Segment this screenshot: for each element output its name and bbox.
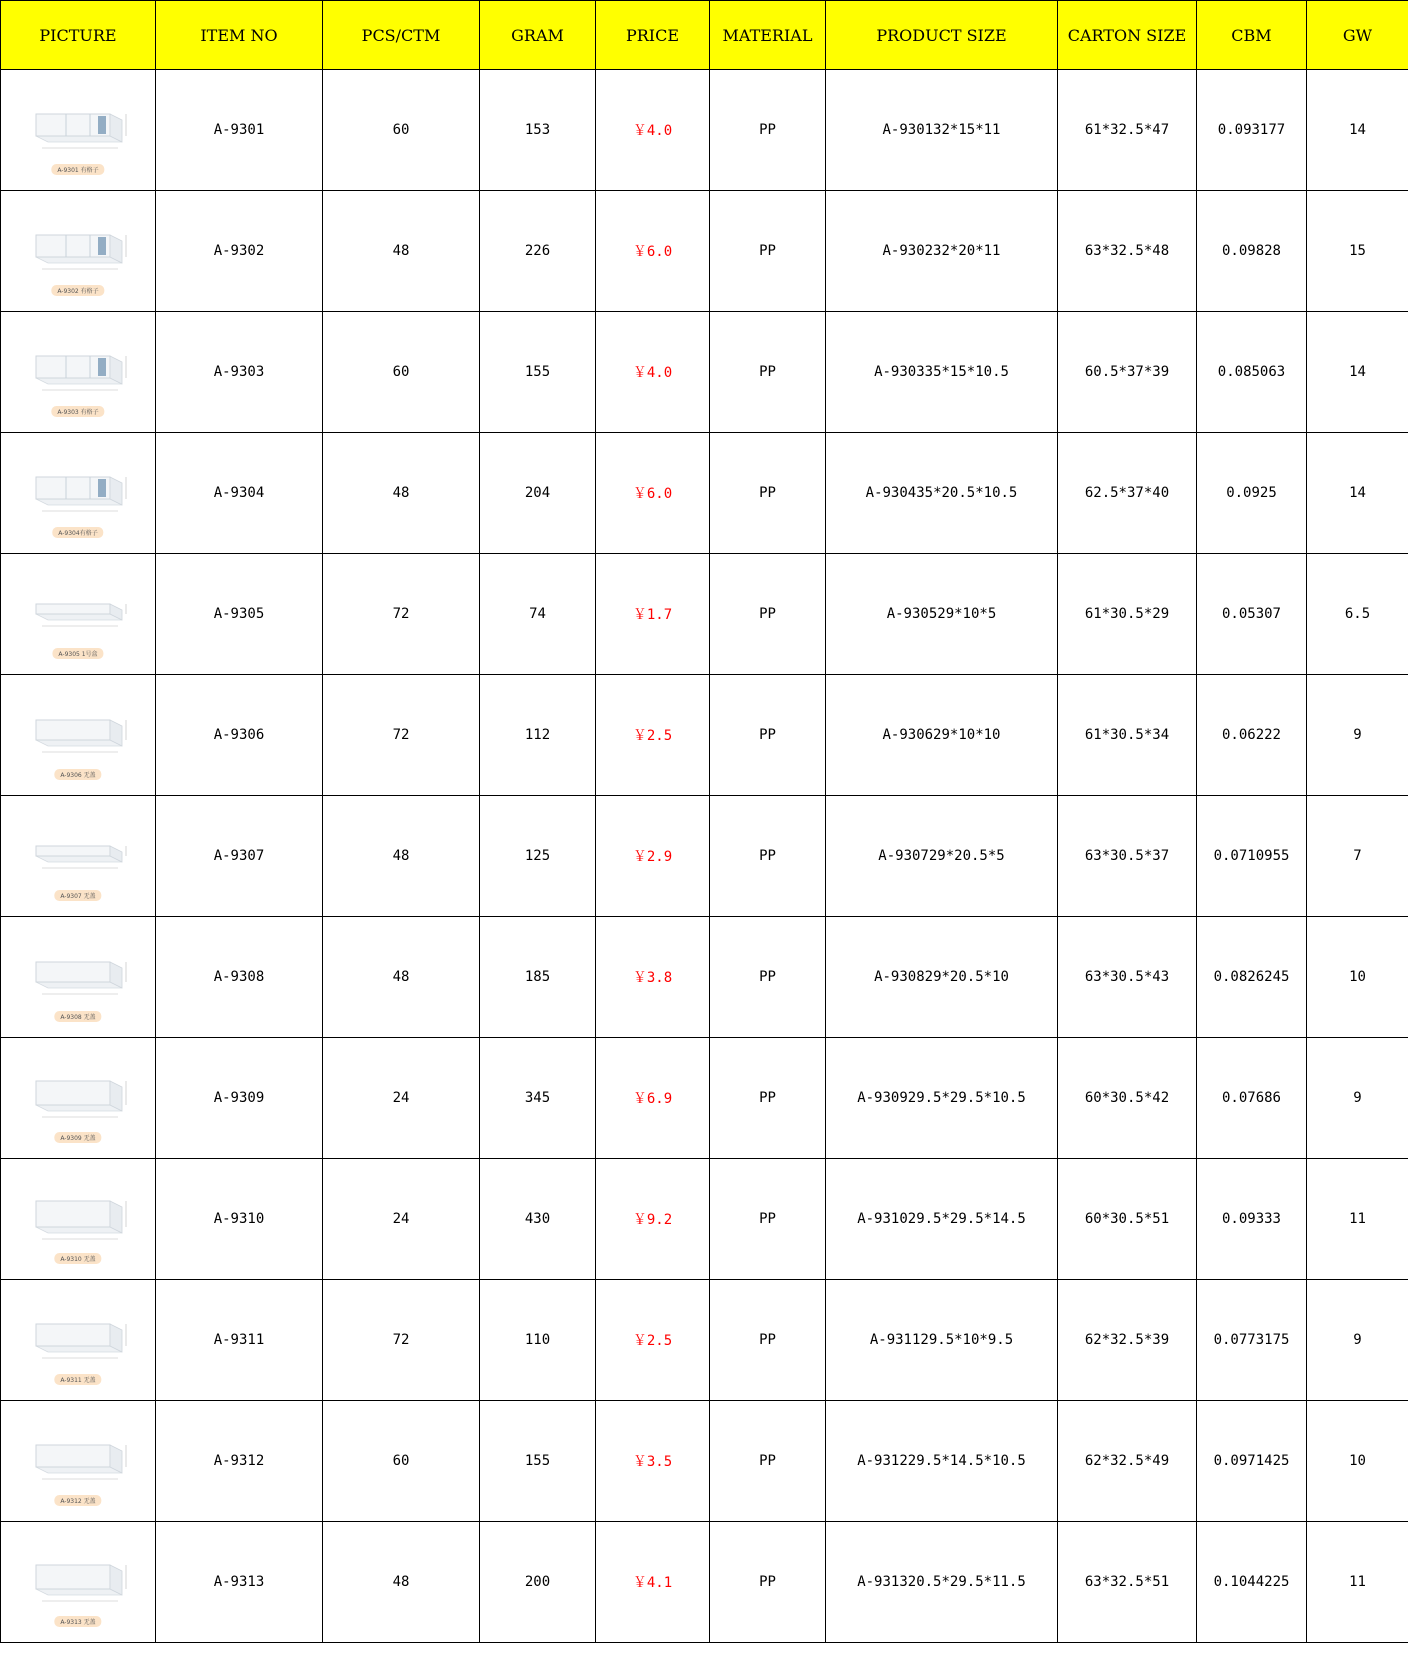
material-cell: PP <box>710 1401 826 1522</box>
price-cell: ￥9.2 <box>596 1159 710 1280</box>
image-tag-label: A-9309 无盖 <box>54 1132 101 1143</box>
material-cell: PP <box>710 1280 826 1401</box>
cbm-cell: 0.05307 <box>1197 554 1307 675</box>
table-row <box>1 70 1408 191</box>
gw-cell: 9 <box>1307 675 1408 796</box>
pcs-ctm-cell: 48 <box>323 917 480 1038</box>
gram-cell: 125 <box>480 796 596 917</box>
item-no-cell: A-9312 <box>156 1401 323 1522</box>
gw-cell: 14 <box>1307 312 1408 433</box>
picture-cell <box>1 70 156 191</box>
gw-cell: 9 <box>1307 1038 1408 1159</box>
cbm-cell: 0.0773175 <box>1197 1280 1307 1401</box>
pcs-ctm-cell: 24 <box>323 1159 480 1280</box>
pcs-ctm-cell: 60 <box>323 70 480 191</box>
product-size-cell: A-930729*20.5*5 <box>826 796 1058 917</box>
product-size-cell: A-931229.5*14.5*10.5 <box>826 1401 1058 1522</box>
table-row <box>1 554 1408 675</box>
product-image <box>18 327 138 417</box>
image-tag-label: A-9306 无盖 <box>54 769 101 780</box>
col-header-material: MATERIAL <box>710 1 826 70</box>
table-row <box>1 1280 1408 1401</box>
gw-cell: 15 <box>1307 191 1408 312</box>
carton-size-cell: 63*32.5*48 <box>1058 191 1197 312</box>
image-tag-label: A-9308 无盖 <box>54 1011 101 1022</box>
item-no-cell: A-9308 <box>156 917 323 1038</box>
gram-cell: 155 <box>480 1401 596 1522</box>
product-image <box>18 932 138 1022</box>
gram-cell: 430 <box>480 1159 596 1280</box>
product-size-cell: A-930335*15*10.5 <box>826 312 1058 433</box>
carton-size-cell: 63*32.5*51 <box>1058 1522 1197 1643</box>
picture-cell <box>1 1401 156 1522</box>
image-tag-label: A-9304有格子 <box>52 527 103 538</box>
product-image <box>18 448 138 538</box>
carton-size-cell: 60*30.5*42 <box>1058 1038 1197 1159</box>
table-row <box>1 675 1408 796</box>
price-cell: ￥2.5 <box>596 1280 710 1401</box>
material-cell: PP <box>710 675 826 796</box>
carton-size-cell: 61*30.5*29 <box>1058 554 1197 675</box>
gram-cell: 155 <box>480 312 596 433</box>
material-cell: PP <box>710 554 826 675</box>
item-no-cell: A-9311 <box>156 1280 323 1401</box>
material-cell: PP <box>710 796 826 917</box>
price-cell: ￥4.1 <box>596 1522 710 1643</box>
gram-cell: 153 <box>480 70 596 191</box>
product-image <box>18 1537 138 1627</box>
price-cell: ￥6.0 <box>596 191 710 312</box>
table-row <box>1 191 1408 312</box>
gw-cell: 14 <box>1307 433 1408 554</box>
pcs-ctm-cell: 60 <box>323 312 480 433</box>
gram-cell: 185 <box>480 917 596 1038</box>
product-size-cell: A-930435*20.5*10.5 <box>826 433 1058 554</box>
table-row <box>1 1159 1408 1280</box>
gw-cell: 11 <box>1307 1159 1408 1280</box>
material-cell: PP <box>710 433 826 554</box>
price-cell: ￥1.7 <box>596 554 710 675</box>
picture-cell <box>1 1522 156 1643</box>
gw-cell: 11 <box>1307 1522 1408 1643</box>
product-image <box>18 690 138 780</box>
cbm-cell: 0.1044225 <box>1197 1522 1307 1643</box>
material-cell: PP <box>710 191 826 312</box>
table-row <box>1 433 1408 554</box>
image-tag-label: A-9301 有格子 <box>51 164 104 175</box>
cbm-cell: 0.06222 <box>1197 675 1307 796</box>
price-cell: ￥2.9 <box>596 796 710 917</box>
product-image <box>18 1295 138 1385</box>
col-header-gw: GW <box>1307 1 1408 70</box>
table-row <box>1 1038 1408 1159</box>
cbm-cell: 0.09333 <box>1197 1159 1307 1280</box>
picture-cell <box>1 917 156 1038</box>
product-image <box>18 85 138 175</box>
gw-cell: 7 <box>1307 796 1408 917</box>
material-cell: PP <box>710 312 826 433</box>
product-image <box>18 811 138 901</box>
image-tag-label: A-9312 无盖 <box>54 1495 101 1506</box>
item-no-cell: A-9303 <box>156 312 323 433</box>
product-image <box>18 206 138 296</box>
col-header-picture: PICTURE <box>1 1 156 70</box>
image-tag-label: A-9310 无盖 <box>54 1253 101 1264</box>
header-row <box>1 1 1408 70</box>
table-row <box>1 1522 1408 1643</box>
item-no-cell: A-9309 <box>156 1038 323 1159</box>
carton-size-cell: 61*30.5*34 <box>1058 675 1197 796</box>
image-tag-label: A-9313 无盖 <box>54 1616 101 1627</box>
carton-size-cell: 62.5*37*40 <box>1058 433 1197 554</box>
carton-size-cell: 63*30.5*43 <box>1058 917 1197 1038</box>
cbm-cell: 0.09828 <box>1197 191 1307 312</box>
price-cell: ￥4.0 <box>596 312 710 433</box>
product-size-cell: A-930929.5*29.5*10.5 <box>826 1038 1058 1159</box>
cbm-cell: 0.0826245 <box>1197 917 1307 1038</box>
carton-size-cell: 62*32.5*39 <box>1058 1280 1197 1401</box>
cbm-cell: 0.07686 <box>1197 1038 1307 1159</box>
pcs-ctm-cell: 48 <box>323 796 480 917</box>
gw-cell: 10 <box>1307 917 1408 1038</box>
picture-cell <box>1 675 156 796</box>
product-size-cell: A-930232*20*11 <box>826 191 1058 312</box>
gram-cell: 74 <box>480 554 596 675</box>
picture-cell <box>1 554 156 675</box>
picture-cell <box>1 433 156 554</box>
picture-cell <box>1 1159 156 1280</box>
item-no-cell: A-9304 <box>156 433 323 554</box>
col-header-price: PRICE <box>596 1 710 70</box>
cbm-cell: 0.0710955 <box>1197 796 1307 917</box>
carton-size-cell: 61*32.5*47 <box>1058 70 1197 191</box>
pcs-ctm-cell: 72 <box>323 1280 480 1401</box>
product-size-cell: A-930529*10*5 <box>826 554 1058 675</box>
gram-cell: 345 <box>480 1038 596 1159</box>
cbm-cell: 0.0971425 <box>1197 1401 1307 1522</box>
product-size-cell: A-931129.5*10*9.5 <box>826 1280 1058 1401</box>
product-size-cell: A-931320.5*29.5*11.5 <box>826 1522 1058 1643</box>
gw-cell: 14 <box>1307 70 1408 191</box>
pcs-ctm-cell: 48 <box>323 433 480 554</box>
item-no-cell: A-9307 <box>156 796 323 917</box>
product-size-cell: A-931029.5*29.5*14.5 <box>826 1159 1058 1280</box>
pcs-ctm-cell: 72 <box>323 554 480 675</box>
picture-cell <box>1 1280 156 1401</box>
gram-cell: 200 <box>480 1522 596 1643</box>
product-image <box>18 1053 138 1143</box>
col-header-carton-size: CARTON SIZE <box>1058 1 1197 70</box>
product-size-cell: A-930829*20.5*10 <box>826 917 1058 1038</box>
carton-size-cell: 60*30.5*51 <box>1058 1159 1197 1280</box>
image-tag-label: A-9302 有格子 <box>51 285 104 296</box>
item-no-cell: A-9306 <box>156 675 323 796</box>
picture-cell <box>1 796 156 917</box>
carton-size-cell: 60.5*37*39 <box>1058 312 1197 433</box>
gram-cell: 112 <box>480 675 596 796</box>
item-no-cell: A-9301 <box>156 70 323 191</box>
cbm-cell: 0.085063 <box>1197 312 1307 433</box>
price-cell: ￥6.9 <box>596 1038 710 1159</box>
material-cell: PP <box>710 1522 826 1643</box>
price-cell: ￥6.0 <box>596 433 710 554</box>
picture-cell <box>1 191 156 312</box>
carton-size-cell: 62*32.5*49 <box>1058 1401 1197 1522</box>
item-no-cell: A-9305 <box>156 554 323 675</box>
pcs-ctm-cell: 48 <box>323 1522 480 1643</box>
carton-size-cell: 63*30.5*37 <box>1058 796 1197 917</box>
col-header-product-size: PRODUCT SIZE <box>826 1 1058 70</box>
picture-cell <box>1 1038 156 1159</box>
pcs-ctm-cell: 60 <box>323 1401 480 1522</box>
cbm-cell: 0.0925 <box>1197 433 1307 554</box>
material-cell: PP <box>710 917 826 1038</box>
material-cell: PP <box>710 1159 826 1280</box>
item-no-cell: A-9310 <box>156 1159 323 1280</box>
item-no-cell: A-9302 <box>156 191 323 312</box>
col-header-gram: GRAM <box>480 1 596 70</box>
pcs-ctm-cell: 48 <box>323 191 480 312</box>
table-row <box>1 312 1408 433</box>
material-cell: PP <box>710 70 826 191</box>
product-image <box>18 569 138 659</box>
table-row <box>1 917 1408 1038</box>
col-header-cbm: CBM <box>1197 1 1307 70</box>
price-cell: ￥4.0 <box>596 70 710 191</box>
gram-cell: 110 <box>480 1280 596 1401</box>
gram-cell: 204 <box>480 433 596 554</box>
material-cell: PP <box>710 1038 826 1159</box>
pcs-ctm-cell: 72 <box>323 675 480 796</box>
gram-cell: 226 <box>480 191 596 312</box>
price-cell: ￥2.5 <box>596 675 710 796</box>
product-size-cell: A-930629*10*10 <box>826 675 1058 796</box>
gw-cell: 6.5 <box>1307 554 1408 675</box>
col-header-item-no: ITEM NO <box>156 1 323 70</box>
pcs-ctm-cell: 24 <box>323 1038 480 1159</box>
price-cell: ￥3.8 <box>596 917 710 1038</box>
product-image <box>18 1174 138 1264</box>
cbm-cell: 0.093177 <box>1197 70 1307 191</box>
price-cell: ￥3.5 <box>596 1401 710 1522</box>
picture-cell <box>1 312 156 433</box>
table-row <box>1 1401 1408 1522</box>
product-image <box>18 1416 138 1506</box>
image-tag-label: A-9311 无盖 <box>54 1374 101 1385</box>
gw-cell: 9 <box>1307 1280 1408 1401</box>
col-header-pcs-ctm: PCS/CTM <box>323 1 480 70</box>
table-row <box>1 796 1408 917</box>
image-tag-label: A-9307 无盖 <box>54 890 101 901</box>
product-size-cell: A-930132*15*11 <box>826 70 1058 191</box>
gw-cell: 10 <box>1307 1401 1408 1522</box>
image-tag-label: A-9305 1号盒 <box>52 648 103 659</box>
image-tag-label: A-9303 有格子 <box>51 406 104 417</box>
item-no-cell: A-9313 <box>156 1522 323 1643</box>
